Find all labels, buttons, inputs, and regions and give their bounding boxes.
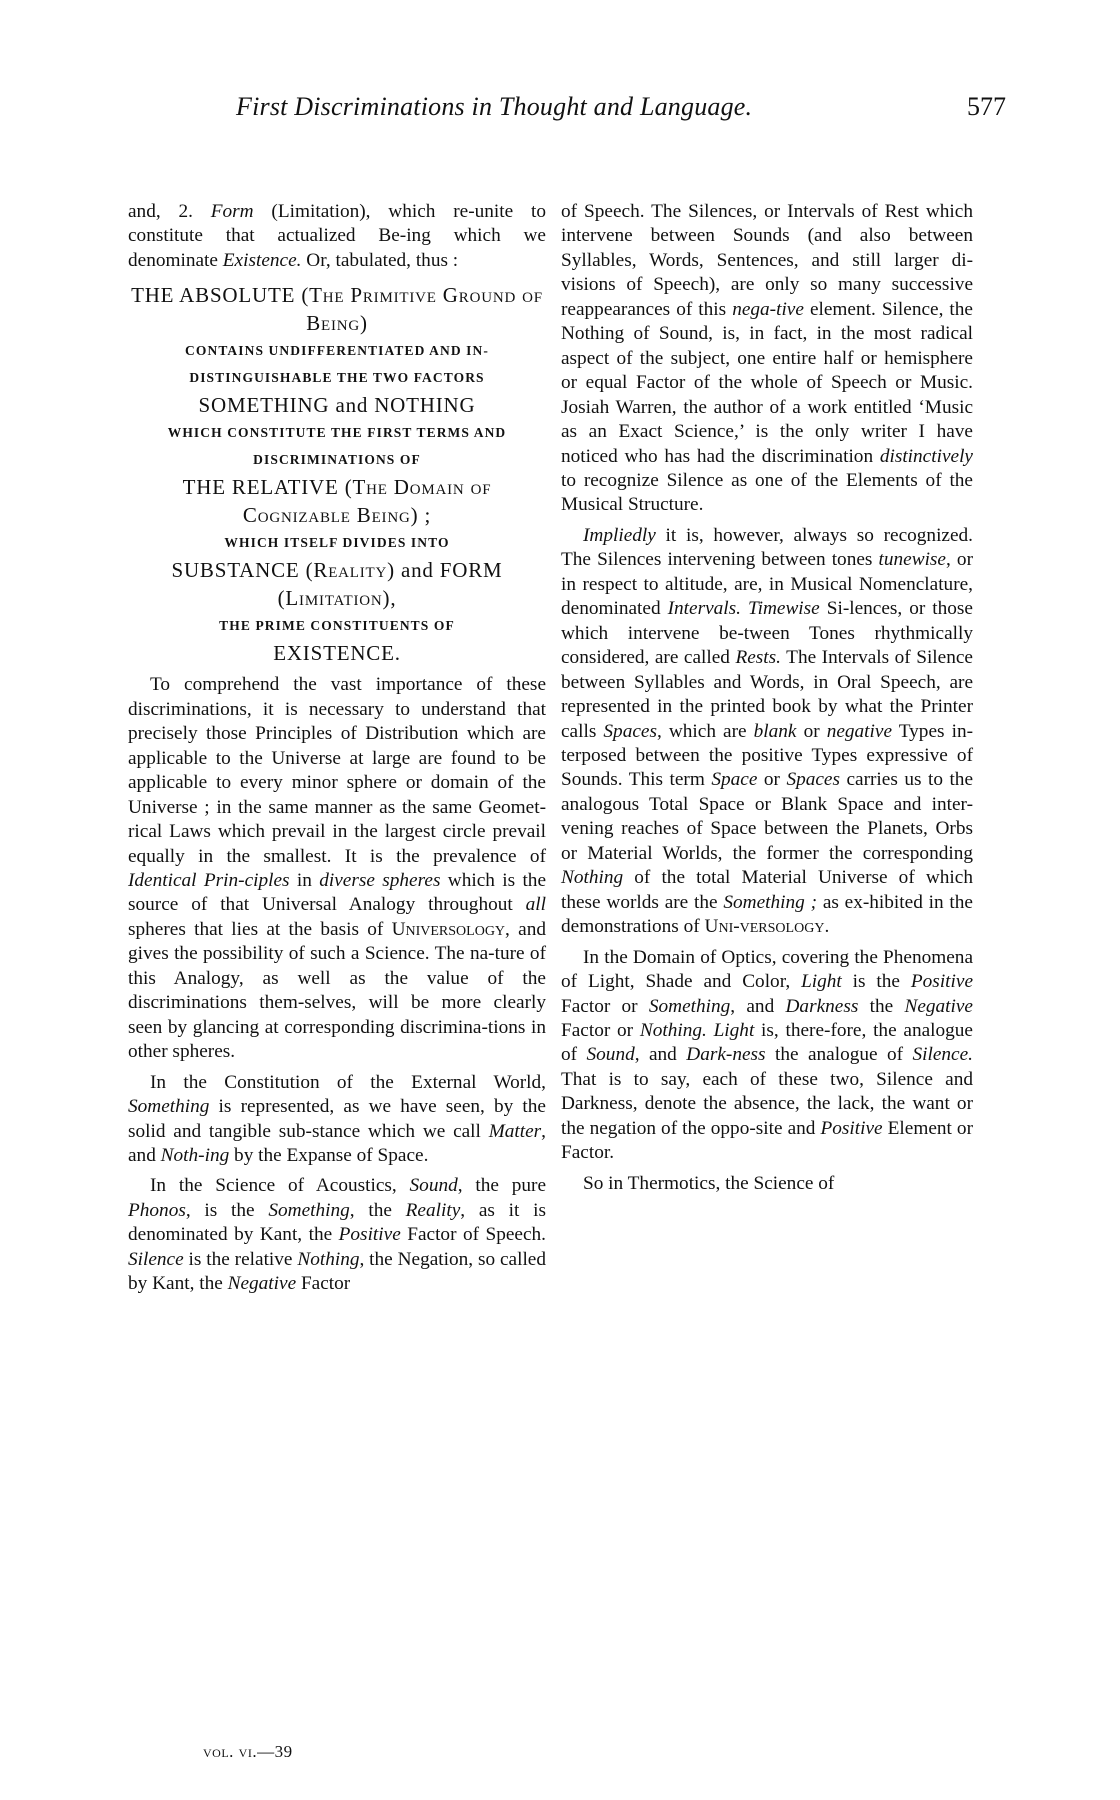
paragraph: In the Science of Acoustics, Sound, the pure Phonos, is the Something, the Reality, as it is denominated by Kant, the Positive Factor of Speech. Silence is the relative Nothing, the Negation, so called by Kant, the Negative Factor <box>128 1175 547 1295</box>
page-number: 577 <box>967 92 1006 121</box>
paragraph: In the Constitution of the External World, Something is represented, as we have seen, by the solid and tangible sub-stance which we call Matter, and Noth-ing by the Expanse of Space. <box>128 1071 546 1166</box>
tabulation <box>128 281 546 667</box>
table-substance-form: SUBSTANCE (Reality) and FORM (Limitation), <box>171 558 503 611</box>
paragraph: and, 2. Form (Limitation), which re-unite to constitute that actualized Be-ing which we denominate Existence. Or, tabulated, thus : <box>128 201 546 271</box>
paragraph: of Speech. The Silences, or Intervals of Rest which intervene between Sounds (and also between Syllables, Words, Sentences, and still larger di-visions of Speech), are only so many successive reappearances of this nega-tive element. Silence, the Nothing of Sound, is, in fact, in the most radical aspect of the subject, one entire half or hemisphere or equal Factor of the whole of Speech or Music. Josiah Warren, the author of a work entitled ‘Music as an Exact Science,’ is the only writer I have noticed who has had the discrimination distinctively to recognize Silence as one of the Elements of the Musical Structure. <box>561 201 973 516</box>
table-which-divides: WHICH ITSELF DIVIDES INTO <box>224 535 450 551</box>
paragraph: To comprehend the vast importance of these discriminations, it is necessary to understand that precisely those Principles of Distribution which are applicable to the Universe at large are found to be applicable to every minor sphere or domain of the Universe ; in the same manner as the same Geomet-rical Laws which prevail in the largest circle prevail equally in the smallest. It is the prevalence of Identical Prin-ciples in diverse spheres which is the source of that Universal Analogy throughout all spheres that lies at the basis of Universology, and gives the possibility of such a Science. The na-ture of this Analogy, as well as the value of the discriminations them-selves, will be more clearly seen by glancing at corresponding discrimina-tions in other spheres. <box>128 674 547 1063</box>
signature-mark: vol. vi.—39 <box>203 1742 293 1761</box>
table-absolute: THE ABSOLUTE (The Primitive Ground of Being) <box>131 283 543 336</box>
table-existence: EXISTENCE. <box>273 641 401 666</box>
table-contains: CONTAINS UNDIFFERENTIATED AND IN-DISTINGUISHABLE THE TWO FACTORS <box>185 343 489 386</box>
running-title: First Discriminations in Thought and Language. <box>236 92 753 121</box>
paragraph: Impliedly it is, however, always so recognized. The Silences intervening between tones tunewise, or in respect to altitude, are, in Musical Nomenclature, denominated Intervals. Timewise Si-lences, or those which intervene be-tween Tones rhythmically considered, are called Rests. The Intervals of Silence between Syllables and Words, in Oral Speech, are represented in the printed book by what the Printer calls Spaces, which are blank or negative Types in-terposed between the positive Types expressive of Sounds. This term Space or Spaces carries us to the analogous Total Space or Blank Space and inter-vening reaches of Space between the Planets, Orbs or Material Worlds, the former the corresponding Nothing of the total Material Universe of which these worlds are the Something ; as ex-hibited in the demonstrations of Uni-versology. <box>561 524 974 938</box>
table-which-constitute: WHICH CONSTITUTE THE FIRST TERMS AND DISCRIMINATIONS OF <box>167 425 507 468</box>
left-column <box>128 200 546 1297</box>
table-relative: THE RELATIVE (The Domain of Cognizable Being) ; <box>182 475 492 528</box>
table-something-nothing: SOMETHING and NOTHING <box>198 393 476 418</box>
table-prime: THE PRIME CONSTITUENTS OF <box>219 618 455 634</box>
paragraph: So in Thermotics, the Science of <box>583 1172 835 1194</box>
running-head <box>236 92 1006 128</box>
right-column <box>561 200 973 1196</box>
paragraph: In the Domain of Optics, covering the Phenomena of Light, Shade and Color, Light is the Positive Factor or Something, and Darkness the Negative Factor or Nothing. Light is, there-fore, the analogue of Sound, and Dark-ness the analogue of Silence. That is to say, each of these two, Silence and Darkness, denote the absence, the lack, the want or the negation of the oppo-site and Positive Element or Factor. <box>561 946 973 1164</box>
